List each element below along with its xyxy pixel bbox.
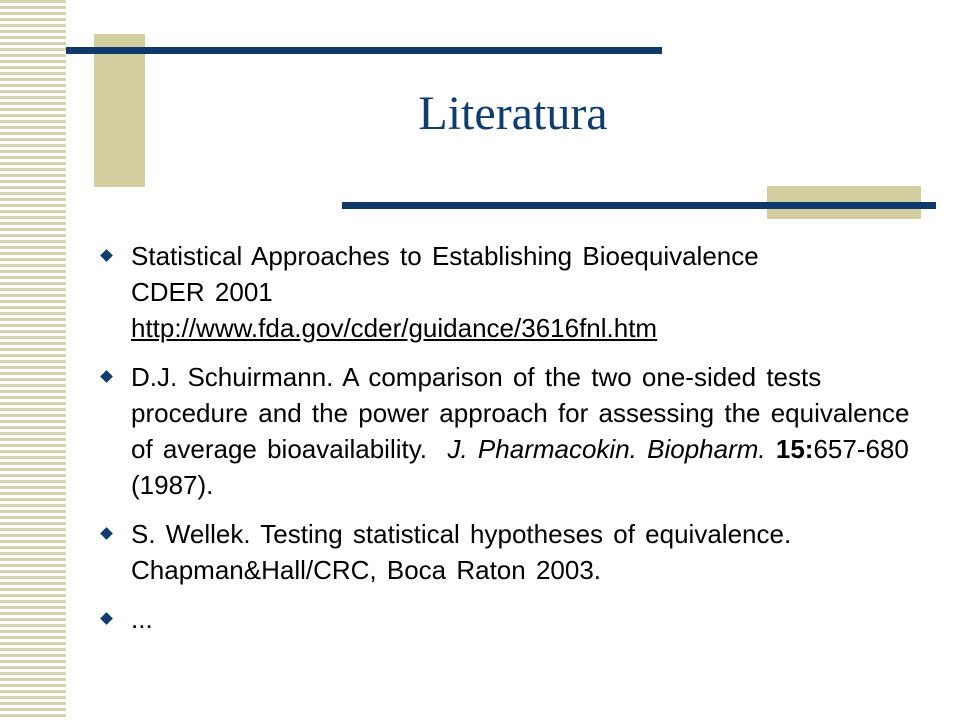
diamond-icon: [100, 612, 113, 625]
reference-link[interactable]: http://www.fda.gov/cder/guidance/3616fnl.htm: [131, 313, 658, 343]
right-accent-line: [342, 202, 936, 209]
diamond-icon: [100, 527, 113, 540]
ellipsis-text: ...: [131, 604, 153, 634]
journal-volume: 15:: [775, 434, 814, 464]
top-accent-line: [66, 47, 662, 54]
diamond-icon: [100, 370, 113, 383]
journal-pages: 657-680 (1987).: [131, 434, 909, 500]
list-item: [100, 238, 920, 346]
side-stripe-decoration: [0, 0, 66, 720]
slide-title: Literatura: [418, 87, 608, 140]
reference-source: CDER 2001: [131, 277, 273, 307]
journal-name: J. Pharmacokin. Biopharm.: [447, 434, 766, 464]
reference-text: D.J. Schuirmann. A comparison of the two one-sided tests procedure and the power approach for assessing the equivalence of average bioavailability.: [131, 362, 910, 464]
reference-title: Statistical Approaches to Establishing Bioequivalence: [131, 241, 759, 271]
diamond-icon: [100, 249, 113, 262]
list-item: [100, 516, 920, 588]
list-item: [100, 359, 920, 503]
reference-text: S. Wellek. Testing statistical hypotheses of equivalence. Chapman&Hall/CRC, Boca Raton 2003.: [131, 519, 792, 585]
list-item: [100, 601, 920, 637]
reference-list: [100, 238, 920, 650]
